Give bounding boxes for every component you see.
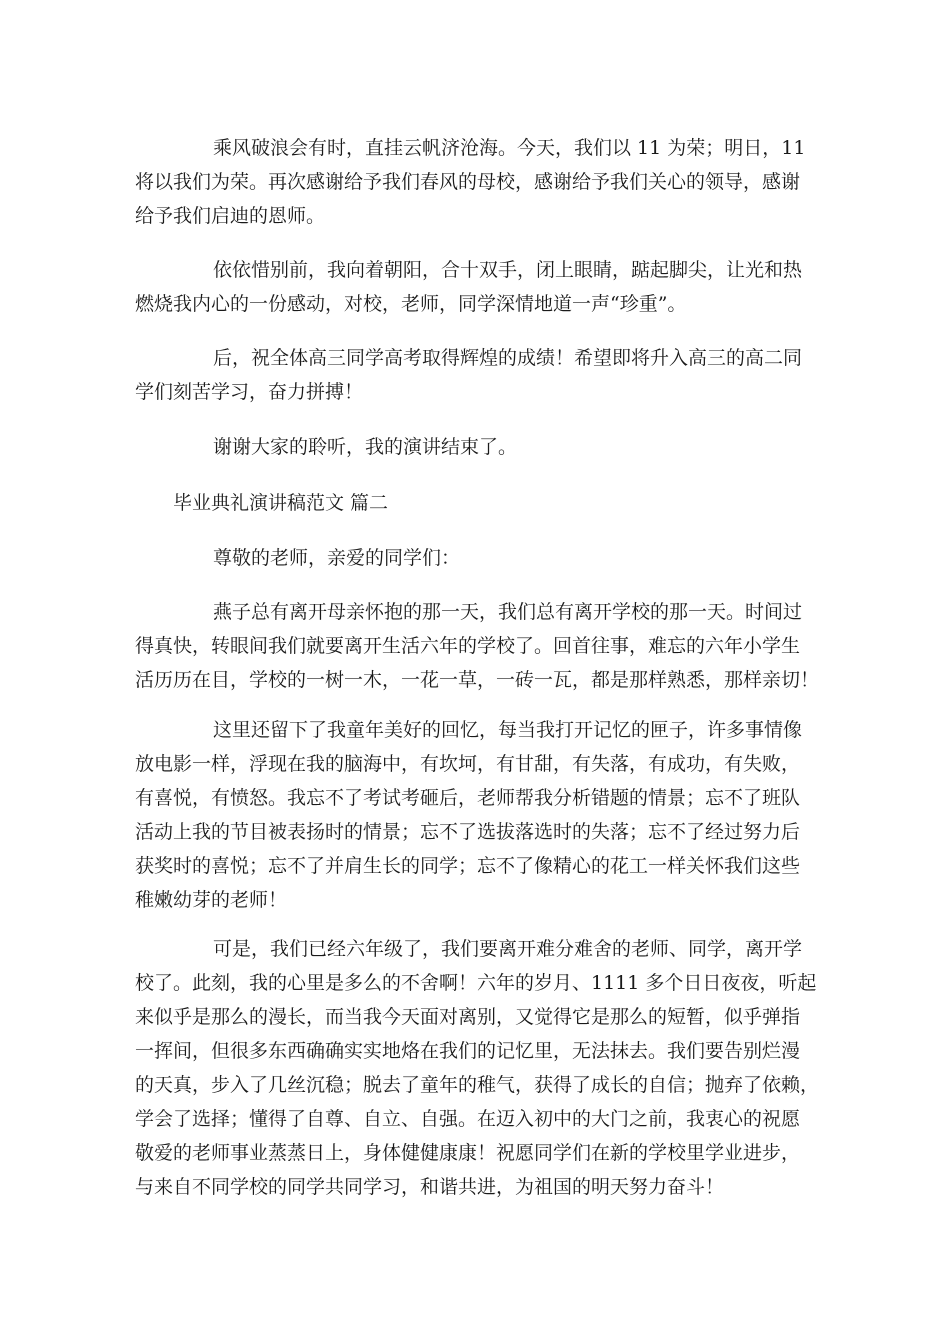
- paragraph-line: 将以我们为荣。再次感谢给予我们春风的母校，感谢给予我们关心的领导，感谢: [135, 171, 801, 193]
- paragraph-line: 稚嫩幼芽的老师！: [135, 889, 288, 911]
- paragraph-line: 来似乎是那么的漫长，而当我今天面对离别，又觉得它是那么的短暂，似乎弹指: [135, 1006, 801, 1028]
- paragraph-line: 学们刻苦学习，奋力拼搏！: [135, 381, 364, 403]
- paragraph-line: 依依惜别前，我向着朝阳，合十双手，闭上眼睛，踮起脚尖，让光和热: [213, 259, 803, 281]
- paragraph-line: 给予我们启迪的恩师。: [135, 205, 326, 227]
- paragraph-thanks: [135, 430, 835, 464]
- paragraph-line: 活动上我的节目被表扬时的情景；忘不了选拔落选时的失落；忘不了经过努力后: [135, 821, 801, 843]
- paragraph-line: 学会了选择；懂得了自尊、自立、自强。在迈入初中的大门之前，我衷心的祝愿: [135, 1108, 801, 1130]
- paragraph-line: 敬爱的老师事业蒸蒸日上，身体健健康康！祝愿同学们在新的学校里学业进步，: [135, 1142, 801, 1164]
- paragraph-best-wishes: [135, 341, 835, 409]
- paragraph-line: 一挥间，但很多东西确确实实地烙在我们的记忆里，无法抹去。我们要告别烂漫: [135, 1040, 801, 1062]
- section-heading-text: 毕业典礼演讲稿范文 篇二: [173, 492, 389, 514]
- paragraph-line: 燃烧我内心的一份感动，对校，老师，同学深情地道一声“珍重”。: [135, 293, 687, 315]
- paragraph-leaving: [135, 932, 835, 1204]
- paragraph-line: 乘风破浪会有时，直挂云帆济沧海。今天，我们以 11 为荣；明日，11: [213, 137, 806, 159]
- paragraph-line: 燕子总有离开母亲怀抱的那一天，我们总有离开学校的那一天。时间过: [213, 601, 803, 623]
- paragraph-line: 校了。此刻，我的心里是多么的不舍啊！六年的岁月、1111 多个日日夜夜，听起: [135, 972, 817, 994]
- paragraph-line: 有喜悦，有愤怒。我忘不了考试考砸后，老师帮我分析错题的情景；忘不了班队: [135, 787, 801, 809]
- paragraph-swallows: [135, 595, 835, 697]
- paragraph-line: 这里还留下了我童年美好的回忆，每当我打开记忆的匣子，许多事情像: [213, 719, 803, 741]
- section-heading: [135, 486, 835, 520]
- paragraph-line: 活历历在目，学校的一树一木，一花一草，一砖一瓦，都是那样熟悉，那样亲切！: [135, 669, 820, 691]
- paragraph-line: 谢谢大家的聆听，我的演讲结束了。: [213, 436, 518, 458]
- paragraph-line: 获奖时的喜悦；忘不了并肩生长的同学；忘不了像精心的花工一样关怀我们这些: [135, 855, 801, 877]
- paragraph-salutation: [135, 541, 835, 575]
- paragraph-line: 与来自不同学校的同学共同学习，和谐共进，为祖国的明天努力奋斗！: [135, 1176, 725, 1198]
- paragraph-line: 得真快，转眼间我们就要离开生活六年的学校了。回首往事，难忘的六年小学生: [135, 635, 801, 657]
- paragraph-line: 可是，我们已经六年级了，我们要离开难分难舍的老师、同学，离开学: [213, 938, 803, 960]
- paragraph-line: 的天真，步入了几丝沉稳；脱去了童年的稚气，获得了成长的自信；抛弃了依赖，: [135, 1074, 820, 1096]
- paragraph-memories: [135, 713, 835, 917]
- paragraph-line: 尊敬的老师，亲爱的同学们：: [213, 547, 461, 569]
- paragraph-closing-wish: [135, 131, 835, 233]
- paragraph-line: 后，祝全体高三同学高考取得辉煌的成绩！希望即将升入高三的高二同: [213, 347, 803, 369]
- paragraph-farewell: [135, 253, 835, 321]
- paragraph-line: 放电影一样，浮现在我的脑海中，有坎坷，有甘甜，有失落，有成功，有失败，: [135, 753, 801, 775]
